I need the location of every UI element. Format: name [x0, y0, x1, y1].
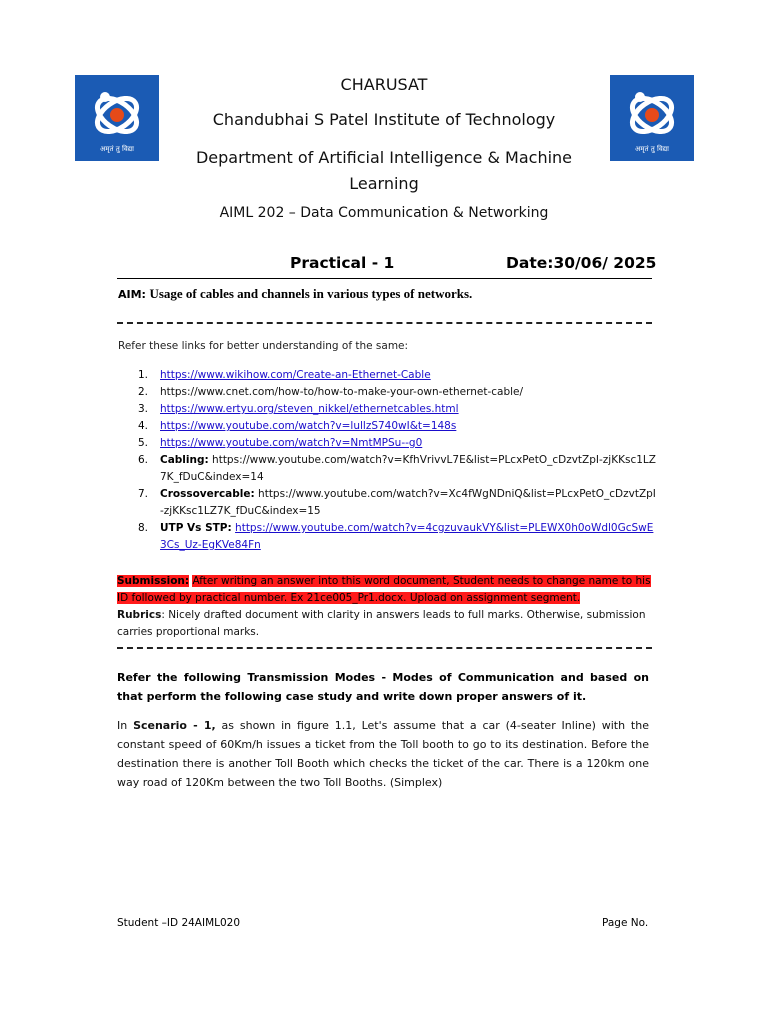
title-divider: [117, 278, 652, 279]
dashed-divider: [117, 647, 652, 649]
list-number: 4.: [138, 420, 149, 432]
reference-url[interactable]: https://www.ertyu.org/steven_nikkel/ethernetcables.html: [160, 403, 459, 415]
reference-link-item: [138, 418, 658, 435]
reference-url[interactable]: https://www.youtube.com/watch?v=lullzS740wI&t=148s: [160, 420, 457, 432]
aim-label: AIM:: [118, 288, 146, 301]
reference-link-item: [138, 401, 658, 418]
reference-link-item: [138, 384, 658, 401]
rubrics-note: [117, 607, 657, 641]
department-name: Department of Artificial Intelligence & Machine Learning: [195, 148, 573, 193]
refer-intro: Refer these links for better understanding of the same:: [118, 340, 409, 352]
college-name: Chandubhai S Patel Institute of Technology: [212, 110, 556, 129]
submission-label: Submission:: [117, 575, 190, 587]
reference-link-item: [138, 435, 658, 452]
rubrics-label: Rubrics: [117, 609, 162, 621]
logo-motto-right: अमृतं तु विद्या: [635, 145, 669, 153]
reference-link-item: [138, 520, 658, 554]
reference-url: https://www.youtube.com/watch?v=Xc4fWgNDniQ&list=PLcxPetO_cDzvtZpI-zjKKsc1LZ7K_fDuC&index=15: [160, 488, 656, 517]
scenario-label: Scenario - 1,: [133, 719, 216, 732]
charusat-logo-right: [610, 75, 694, 161]
reference-links-list: [138, 367, 658, 554]
dashed-divider: [117, 322, 652, 324]
reference-url: https://www.youtube.com/watch?v=KfhVrivvL7E&list=PLcxPetO_cDzvtZpI-zjKKsc1LZ7K_fDuC&index=14: [160, 454, 656, 483]
list-number: 2.: [138, 386, 149, 398]
institution-name: CHARUSAT: [340, 75, 428, 94]
reference-link-item: [138, 486, 658, 520]
reference-url: https://www.cnet.com/how-to/how-to-make-your-own-ethernet-cable/: [160, 386, 524, 398]
charusat-logo-left: [75, 75, 159, 161]
practical-title: Practical - 1: [290, 254, 395, 272]
list-number: 7.: [138, 488, 149, 500]
list-number: 5.: [138, 437, 149, 449]
list-number: 3.: [138, 403, 149, 415]
course-name: AIML 202 – Data Communication & Networking: [219, 205, 549, 221]
reference-url[interactable]: https://www.youtube.com/watch?v=NmtMPSu--g0: [160, 437, 423, 449]
submission-text: After writing an answer into this word document, Student needs to change name to his ID followed by practical number. Ex 21ce005_Pr1.docx. Upload on assignment segment.: [117, 575, 651, 604]
link-label: Crossovercable:: [160, 488, 255, 500]
footer-student-id: Student –ID 24AIML020: [117, 917, 241, 929]
scenario-text: as shown in figure 1.1, Let's assume that a car (4-seater Inline) with the constant speed of 60Km/h issues a ticket from the Toll booth to go to its destination. Before the destination there is another Toll Booth which checks the ticket of the car. There is a 120km one way road of 120Km between the two Toll Booths. (Simplex): [117, 719, 649, 789]
footer-page-number: Page No.: [602, 917, 649, 929]
reference-link-item: [138, 367, 658, 384]
logo-motto-left: अमृतं तु विद्या: [100, 145, 134, 153]
reference-url[interactable]: https://www.wikihow.com/Create-an-Ethernet-Cable: [160, 369, 431, 381]
submission-note: [117, 573, 657, 607]
aim-text: Usage of cables and channels in various types of networks.: [149, 286, 473, 301]
link-label: Cabling:: [160, 454, 209, 466]
reference-link-item: [138, 452, 658, 486]
practical-date: Date:30/06/ 2025: [506, 254, 657, 272]
link-label: UTP Vs STP:: [160, 522, 232, 534]
rubrics-text: : Nicely drafted document with clarity in answers leads to full marks. Otherwise, submission carries proportional marks.: [117, 609, 646, 638]
list-number: 6.: [138, 454, 149, 466]
scenario-paragraph: [117, 716, 649, 792]
list-number: 8.: [138, 522, 149, 534]
reference-url[interactable]: https://www.youtube.com/watch?v=4cgzuvaukVY&list=PLEWX0h0oWdl0GcSwE3Cs_Uz-EgKVe84Fn: [160, 522, 654, 551]
case-study-instruction: Refer the following Transmission Modes - Modes of Communication and based on that perform the following case study and write down proper answers of it.: [117, 671, 649, 703]
scenario-prefix: In: [117, 719, 134, 732]
list-number: 1.: [138, 369, 149, 381]
aim-line: [118, 286, 472, 302]
